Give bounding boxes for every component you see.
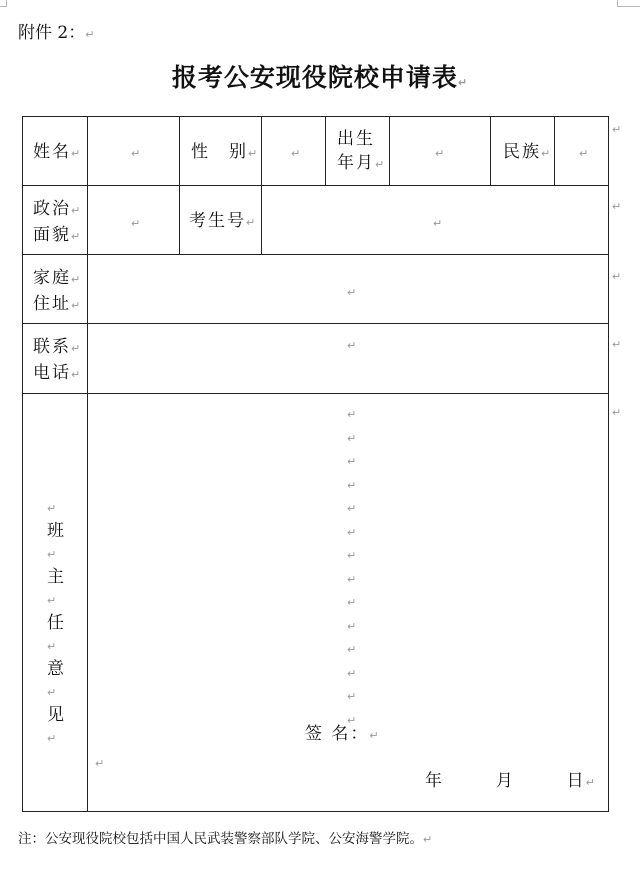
ethnicity-value[interactable]: ↵ (579, 147, 589, 160)
signature-label: 签 名：↵ (305, 724, 381, 744)
form-title: 报考公安现役院校申请表↵ (171, 63, 469, 92)
teacher-opinion-label: ↵ 班 ↵ 主 ↵ 任 ↵ 意 ↵ 见 ↵ (47, 502, 66, 745)
date-line: 年 月 日↵ (425, 771, 597, 791)
column-divider (87, 117, 88, 811)
politics-value[interactable]: ↵ (131, 217, 141, 230)
phone-value[interactable]: ↵ (347, 339, 357, 352)
phone-label: 联系↵ 电话↵ (33, 337, 83, 383)
row-divider (23, 393, 608, 394)
column-divider (554, 117, 555, 185)
attachment-label: 附件 2：↵ (18, 23, 95, 43)
row-divider (23, 185, 608, 186)
name-label: 姓名↵ (33, 142, 83, 162)
column-divider (389, 117, 390, 185)
teacher-opinion-area[interactable]: ↵ ↵ ↵ ↵ ↵ ↵ ↵ ↵ ↵ ↵ ↵ ↵ ↵ ↵ (347, 408, 357, 727)
address-value[interactable]: ↵ (347, 286, 357, 299)
column-divider (490, 117, 491, 185)
row-end-mark: ↵ (612, 406, 622, 419)
birth-value[interactable]: ↵ (435, 147, 445, 160)
row-divider (23, 254, 608, 255)
page-corner-mark-right (617, 0, 640, 7)
row-end-mark: ↵ (612, 200, 622, 213)
birth-label: 出生 年月↵ (337, 129, 387, 173)
row-end-mark: ↵ (612, 123, 622, 136)
exam-no-label: 考生号↵ (189, 211, 258, 231)
footnote: 注：公安现役院校包括中国人民武装警察部队学院、公安海警学院。↵ (18, 831, 433, 847)
address-label: 家庭↵ 住址↵ (33, 268, 83, 314)
column-divider (261, 117, 262, 254)
column-divider (179, 117, 180, 254)
gender-value[interactable]: ↵ (291, 147, 301, 160)
column-divider (325, 117, 326, 185)
row-divider (23, 323, 608, 324)
name-value[interactable]: ↵ (131, 147, 141, 160)
row-end-mark: ↵ (612, 270, 622, 283)
empty-line: ↵ (95, 757, 105, 770)
row-end-mark: ↵ (612, 338, 622, 351)
gender-label: 性 别↵ (191, 142, 260, 162)
politics-label: 政治↵ 面貌↵ (33, 199, 83, 245)
application-form-table (22, 116, 609, 812)
page-corner-mark-left (0, 0, 7, 7)
exam-no-value[interactable]: ↵ (433, 217, 443, 230)
ethnicity-label: 民族↵ (503, 142, 553, 162)
